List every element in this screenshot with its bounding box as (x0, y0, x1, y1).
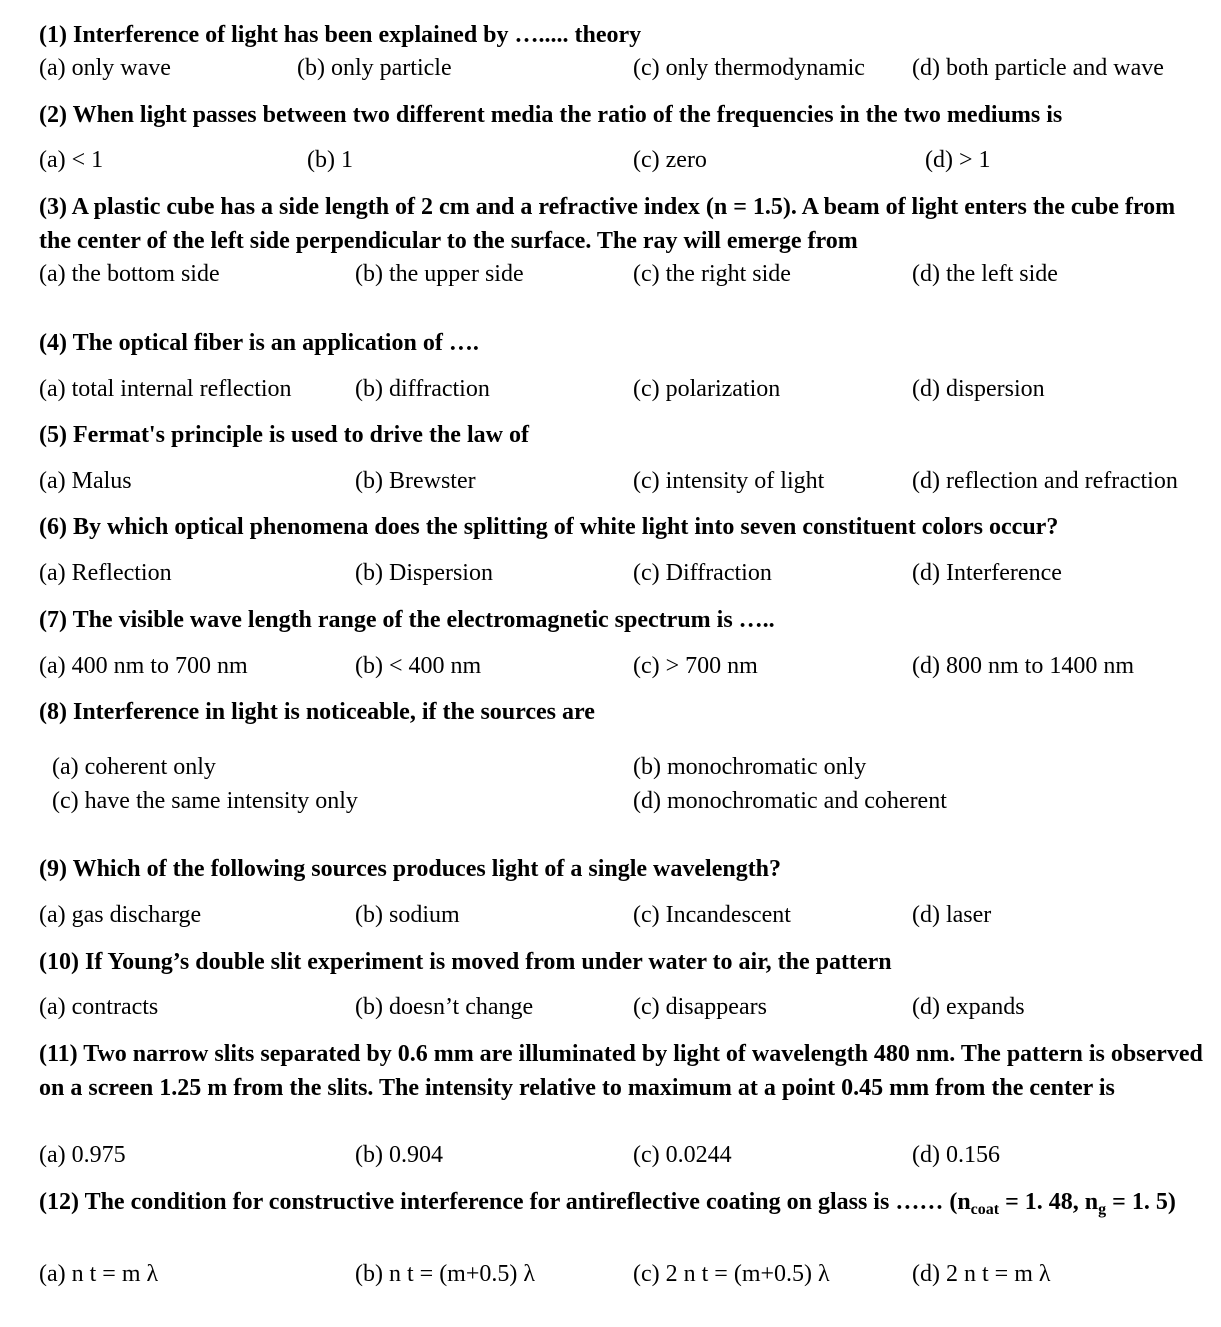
question-text: The condition for constructive interference for antireflective coating on glass is …… (84, 1189, 944, 1215)
n-coat-subscript: coat (970, 1201, 1000, 1218)
option-2a[interactable]: (a) < 1 (39, 147, 104, 173)
option-2d[interactable]: (d) > 1 (925, 147, 991, 173)
option-12c[interactable]: (c) 2 n t = (m+0.5) λ (633, 1261, 830, 1287)
question-12: (12) The condition for constructive interference for antireflective coating on glass is …… ($n_{coat} = 1$. 48, $n_g = 1$. 5) (39, 1189, 1176, 1218)
option-5c[interactable]: (c) intensity of light (633, 468, 825, 494)
option-5d[interactable]: (d) reflection and refraction (912, 468, 1178, 494)
n-coat-value: = 1. 48, (999, 1189, 1079, 1215)
option-10d[interactable]: (d) expands (912, 994, 1025, 1020)
n-g-subscript: g (1098, 1201, 1107, 1218)
option-11d[interactable]: (d) 0.156 (912, 1142, 1000, 1168)
option-10b[interactable]: (b) doesn’t change (355, 994, 534, 1020)
option-4b[interactable]: (b) diffraction (355, 376, 490, 402)
option-7d[interactable]: (d) 800 nm to 1400 nm (912, 653, 1134, 679)
option-6c[interactable]: (c) Diffraction (633, 560, 772, 586)
question-6 (39, 510, 1209, 544)
question-text: When light passes between two different media the ratio of the frequencies in the two mediums is (72, 102, 1063, 128)
question-8 (39, 695, 1209, 729)
question-3 (39, 190, 1209, 258)
option-7a[interactable]: (a) 400 nm to 700 nm (39, 653, 248, 679)
option-9a[interactable]: (a) gas discharge (39, 902, 202, 928)
option-12b[interactable]: (b) n t = (m+0.5) λ (355, 1261, 536, 1287)
option-3d[interactable]: (d) the left side (912, 261, 1058, 287)
option-2b[interactable]: (b) 1 (307, 147, 353, 173)
question-number: (10) (39, 949, 79, 975)
question-9 (39, 852, 1209, 886)
option-3b[interactable]: (b) the upper side (355, 261, 524, 287)
option-5a[interactable]: (a) Malus (39, 468, 132, 494)
option-6d[interactable]: (d) Interference (912, 560, 1062, 586)
question-number: (11) (39, 1041, 78, 1067)
option-3c[interactable]: (c) the right side (633, 261, 791, 287)
option-12d[interactable]: (d) 2 n t = m λ (912, 1261, 1051, 1287)
question-text: Two narrow slits separated by 0.6 mm are illuminated by light of wavelength 480 nm. The pattern is observed on a screen 1.25 m from the slits. The intensity relative to maximum at a point 0.45 mm from the center is (39, 1041, 1203, 1101)
option-3a[interactable]: (a) the bottom side (39, 261, 220, 287)
option-8d[interactable]: (d) monochromatic and coherent (633, 788, 947, 814)
option-5b[interactable]: (b) Brewster (355, 468, 476, 494)
option-4a[interactable]: (a) total internal reflection (39, 376, 292, 402)
question-4 (39, 326, 1209, 360)
question-text: By which optical phenomena does the splitting of white light into seven constituent colors occur? (72, 514, 1059, 540)
question-number: (7) (39, 607, 67, 633)
question-number: (12) (39, 1189, 79, 1215)
option-8c[interactable]: (c) have the same intensity only (52, 788, 358, 814)
question-number: (4) (39, 330, 67, 356)
option-1d[interactable]: (d) both particle and wave (912, 55, 1164, 81)
option-8a[interactable]: (a) coherent only (52, 754, 216, 780)
question-number: (5) (39, 422, 67, 448)
question-text: Fermat's principle is used to drive the law of (72, 422, 529, 448)
question-text: The visible wave length range of the electromagnetic spectrum is ….. (72, 607, 775, 633)
question-number: (1) (39, 22, 67, 48)
option-10a[interactable]: (a) contracts (39, 994, 159, 1020)
option-4d[interactable]: (d) dispersion (912, 376, 1045, 402)
question-number: (8) (39, 699, 67, 725)
option-7c[interactable]: (c) > 700 nm (633, 653, 758, 679)
option-11c[interactable]: (c) 0.0244 (633, 1142, 732, 1168)
question-text: Which of the following sources produces light of a single wavelength? (72, 856, 782, 882)
n-g-value: = 1. 5) (1106, 1189, 1176, 1215)
option-9c[interactable]: (c) Incandescent (633, 902, 791, 928)
question-number: (2) (39, 102, 67, 128)
option-1a[interactable]: (a) only wave (39, 55, 171, 81)
question-5 (39, 418, 1209, 452)
question-1 (39, 18, 1209, 52)
question-number: (3) (39, 194, 67, 220)
question-text: Interference of light has been explained by …..... theory (72, 22, 642, 48)
n-g-symbol: n (1084, 1189, 1099, 1215)
option-11a[interactable]: (a) 0.975 (39, 1142, 126, 1168)
option-2c[interactable]: (c) zero (633, 147, 707, 173)
question-number: (9) (39, 856, 67, 882)
question-7 (39, 603, 1209, 637)
question-number: (6) (39, 514, 67, 540)
option-6a[interactable]: (a) Reflection (39, 560, 172, 586)
question-text: Interference in light is noticeable, if the sources are (72, 699, 595, 725)
option-11b[interactable]: (b) 0.904 (355, 1142, 443, 1168)
question-10 (39, 945, 1209, 979)
option-10c[interactable]: (c) disappears (633, 994, 767, 1020)
option-7b[interactable]: (b) < 400 nm (355, 653, 482, 679)
question-text: A plastic cube has a side length of 2 cm and a refractive index (n = 1.5). A beam of light enters the cube from the center of the left side perpendicular to the surface. The ray will emerge from (39, 194, 1176, 254)
option-12a[interactable]: (a) n t = m λ (39, 1261, 159, 1287)
question-text: The optical fiber is an application of …. (72, 330, 479, 356)
option-4c[interactable]: (c) polarization (633, 376, 781, 402)
option-1b[interactable]: (b) only particle (297, 55, 452, 81)
question-11 (39, 1037, 1209, 1105)
option-9b[interactable]: (b) sodium (355, 902, 460, 928)
option-8b[interactable]: (b) monochromatic only (633, 754, 867, 780)
n-coat-symbol: n (957, 1189, 971, 1215)
question-text: If Young’s double slit experiment is moved from under water to air, the pattern (84, 949, 892, 975)
question-2 (39, 98, 1209, 132)
option-6b[interactable]: (b) Dispersion (355, 560, 493, 586)
option-9d[interactable]: (d) laser (912, 902, 992, 928)
option-1c[interactable]: (c) only thermodynamic (633, 55, 865, 81)
